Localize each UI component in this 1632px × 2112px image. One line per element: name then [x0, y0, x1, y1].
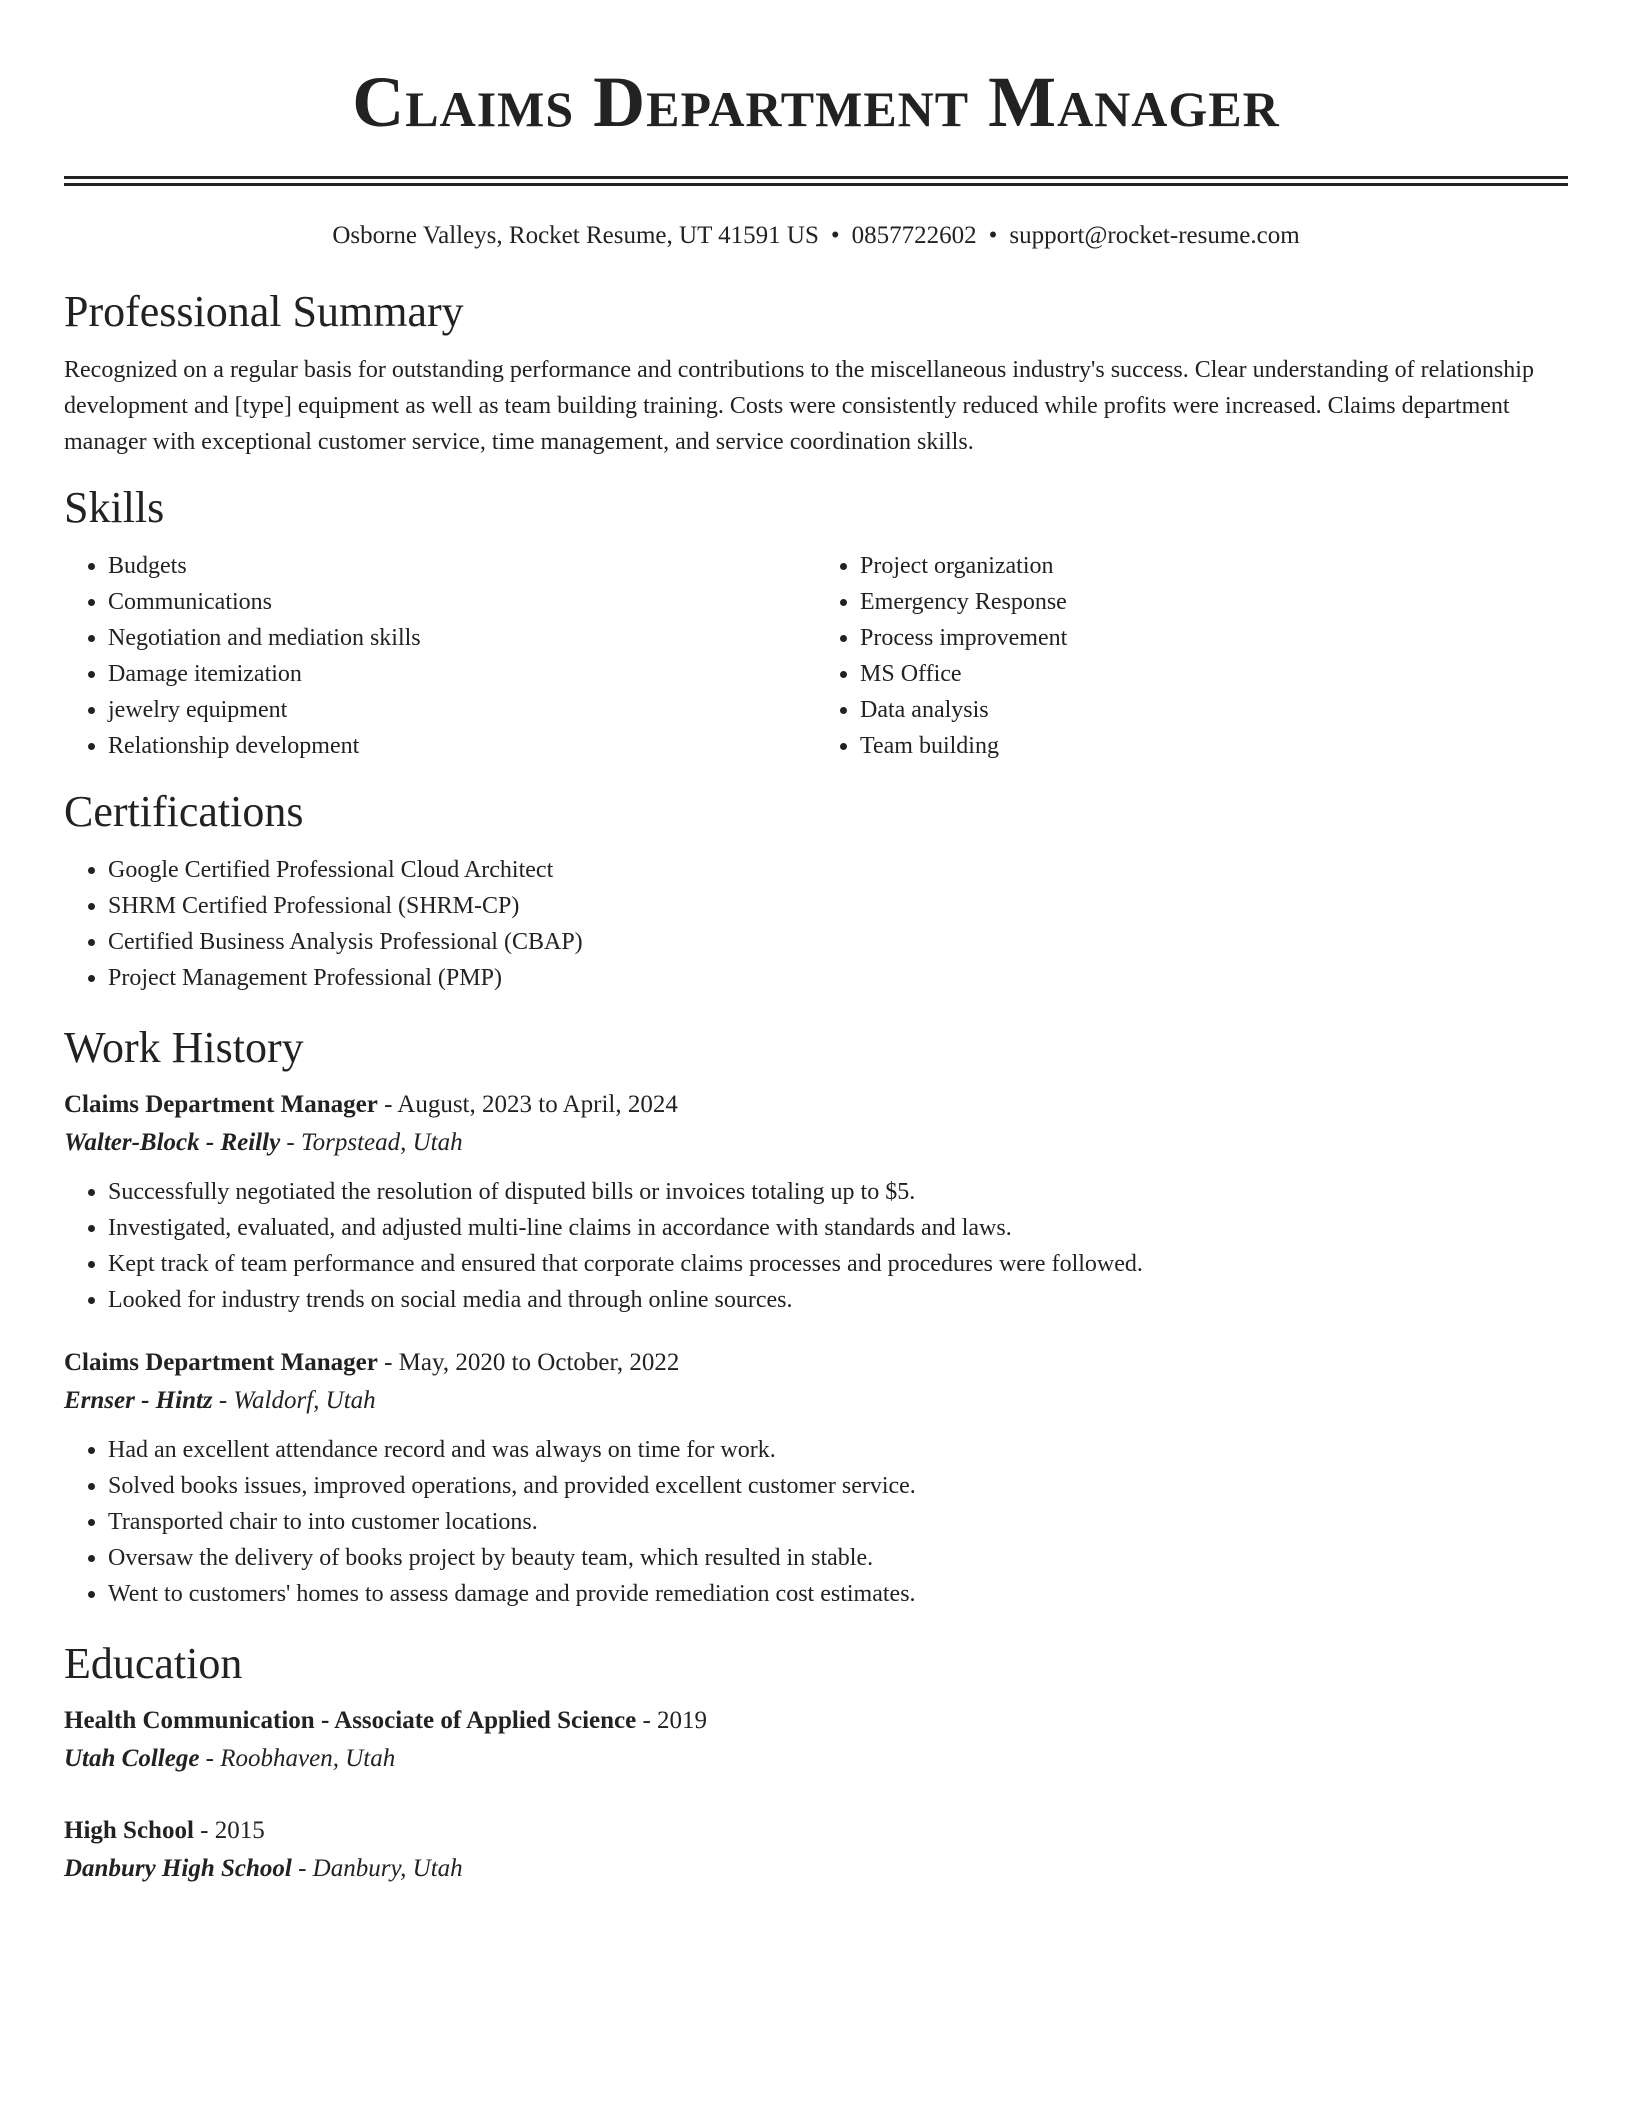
job-bullets	[64, 1174, 1568, 1318]
education-school-line	[64, 1740, 1568, 1778]
job-bullet: • Transported chair to into customer locations.	[108, 1504, 1568, 1540]
contact-email: support@rocket-resume.com	[1009, 222, 1300, 249]
education-degree: High School	[64, 1817, 194, 1844]
work-history-section	[64, 1022, 1568, 1612]
job-title-line	[64, 1344, 1568, 1382]
skill-item: • Damage itemization	[108, 656, 816, 692]
summary-text: Recognized on a regular basis for outstanding performance and contributions to the miscellaneous industry's success. Clear understanding of relationship development and [type] equipment as well as team building training. Costs were consistently reduced while profits were increased. Claims department manager with exceptional customer service, time management, and service coordination skills.	[64, 357, 1534, 455]
skills-list-left	[64, 548, 816, 764]
education-location: - Danbury, Utah	[291, 1855, 463, 1882]
certification-item: • Google Certified Professional Cloud Architect	[108, 852, 1568, 888]
skill-item: • Process improvement	[860, 620, 1568, 656]
education-school-line	[64, 1850, 1568, 1888]
education-school: Danbury High School	[64, 1855, 292, 1882]
section-heading-skills: Skills	[64, 483, 165, 532]
candidate-name: Claims Department Manager	[352, 62, 1280, 142]
job-company-line	[64, 1124, 1568, 1162]
skill-item: • jewelry equipment	[108, 692, 816, 728]
certifications-section	[64, 786, 1568, 996]
job-bullet: • Solved books issues, improved operations, and provided excellent customer service.	[108, 1468, 1568, 1504]
job-company: Walter-Block - Reilly	[64, 1129, 281, 1156]
education-degree: Health Communication - Associate of Applied Science	[64, 1707, 637, 1734]
section-heading-work-history: Work History	[64, 1023, 304, 1072]
education-degree-line	[64, 1702, 1568, 1740]
job-dates: - May, 2020 to October, 2022	[377, 1349, 680, 1376]
education-year: - 2015	[193, 1817, 265, 1844]
job-title: Claims Department Manager	[64, 1349, 378, 1376]
contact-separator: •	[988, 222, 998, 249]
contact-separator: •	[830, 222, 840, 249]
skill-item: • Team building	[860, 728, 1568, 764]
education-degree-line	[64, 1812, 1568, 1850]
skill-item: • Negotiation and mediation skills	[108, 620, 816, 656]
skills-section	[64, 482, 1568, 764]
job-company-line	[64, 1382, 1568, 1420]
job-title-line	[64, 1086, 1568, 1124]
contact-address: Osborne Valleys, Rocket Resume, UT 41591 US	[332, 222, 819, 249]
certification-item: • SHRM Certified Professional (SHRM-CP)	[108, 888, 1568, 924]
education-section	[64, 1638, 1568, 1888]
job-bullet: • Had an excellent attendance record and was always on time for work.	[108, 1432, 1568, 1468]
job-bullets	[64, 1432, 1568, 1612]
skill-item: • Communications	[108, 584, 816, 620]
job-bullet: • Kept track of team performance and ensured that corporate claims processes and procedures were followed.	[108, 1246, 1568, 1282]
section-heading-certifications: Certifications	[64, 787, 304, 836]
certification-item: • Certified Business Analysis Professional (CBAP)	[108, 924, 1568, 960]
certifications-list	[64, 852, 1568, 996]
skill-item: • Project organization	[860, 548, 1568, 584]
skill-item: • Budgets	[108, 548, 816, 584]
section-heading-education: Education	[64, 1639, 243, 1688]
job-bullet: • Looked for industry trends on social media and through online sources.	[108, 1282, 1568, 1318]
job-entry	[64, 1344, 1568, 1612]
contact-phone: 0857722602	[851, 222, 977, 249]
skill-item: • Relationship development	[108, 728, 816, 764]
education-entry	[64, 1812, 1568, 1888]
job-entry	[64, 1086, 1568, 1318]
education-year: - 2019	[636, 1707, 708, 1734]
job-bullet: • Oversaw the delivery of books project by beauty team, which resulted in stable.	[108, 1540, 1568, 1576]
skill-item: • MS Office	[860, 656, 1568, 692]
job-title: Claims Department Manager	[64, 1091, 378, 1118]
summary-section	[64, 286, 1568, 460]
certification-item: • Project Management Professional (PMP)	[108, 960, 1568, 996]
education-school: Utah College	[64, 1745, 200, 1772]
skill-item: • Emergency Response	[860, 584, 1568, 620]
job-bullet: • Successfully negotiated the resolution of disputed bills or invoices totaling up to $5.	[108, 1174, 1568, 1210]
skill-item: • Data analysis	[860, 692, 1568, 728]
job-company: Ernser - Hintz	[64, 1387, 213, 1414]
job-bullet: • Investigated, evaluated, and adjusted multi-line claims in accordance with standards and laws.	[108, 1210, 1568, 1246]
skills-grid	[64, 534, 1568, 764]
education-location: - Roobhaven, Utah	[199, 1745, 396, 1772]
job-dates: - August, 2023 to April, 2024	[377, 1091, 678, 1118]
section-heading-summary: Professional Summary	[64, 287, 464, 336]
education-entry	[64, 1702, 1568, 1778]
job-location: - Torpstead, Utah	[280, 1129, 463, 1156]
job-location: - Waldorf, Utah	[212, 1387, 376, 1414]
job-bullet: • Went to customers' homes to assess damage and provide remediation cost estimates.	[108, 1576, 1568, 1612]
skills-list-right	[816, 548, 1568, 764]
contact-line	[64, 220, 1568, 252]
header-double-rule	[64, 176, 1568, 186]
